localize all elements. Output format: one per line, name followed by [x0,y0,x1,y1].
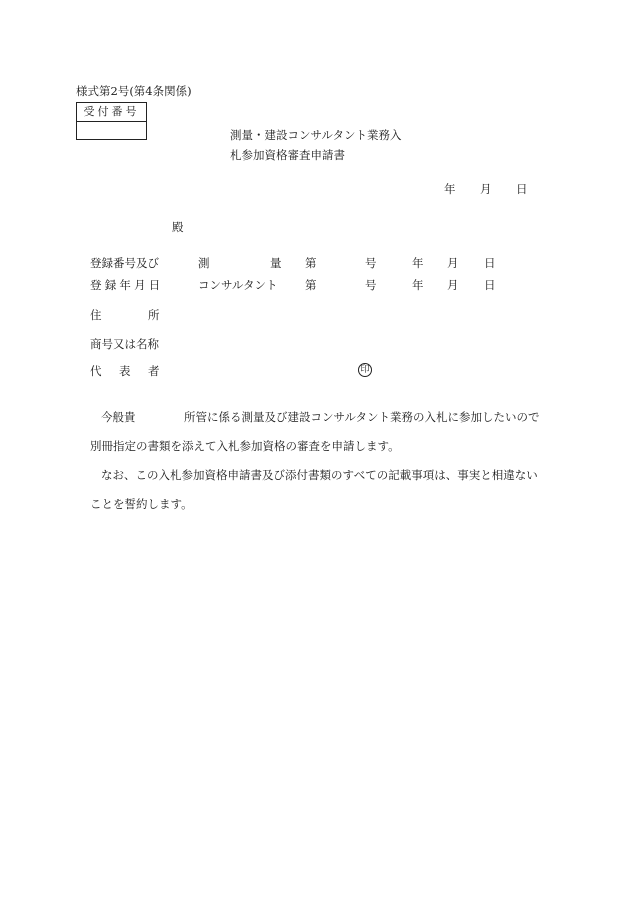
body-paragraph-1-start: 今般貴 [101,410,136,424]
date-year: 年 [444,182,456,196]
registration-month: 月 [447,256,459,270]
seal-mark: 印 [358,363,372,377]
registration-go: 号 [365,278,377,292]
body-paragraph-2-line-1: なお、この入札参加資格申請書及び添付書類のすべての記載事項は、事実と相違ない [101,468,538,482]
body-paragraph-1-line-2: 別冊指定の書類を添えて入札参加資格の審査を申請します。 [90,439,400,453]
registration-label-line-1: 登録番号及び [90,256,159,270]
addressee-suffix: 殿 [172,220,184,234]
body-paragraph-1-rest: 所管に係る測量及び建設コンサルタント業務の入札に参加したいので [184,410,540,424]
registration-day: 日 [484,278,496,292]
receipt-number-box [76,102,147,140]
registration-year: 年 [412,278,424,292]
registration-field-2: 量 [270,256,282,270]
registration-year: 年 [412,256,424,270]
date-day: 日 [516,182,528,196]
registration-dai: 第 [305,278,317,292]
trade-name-label: 商号又は名称 [90,337,159,351]
registration-field: 測 [198,256,210,270]
registration-label-line-2: 登録年月日 [90,278,164,292]
registration-day: 日 [484,256,496,270]
registration-dai: 第 [305,256,317,270]
body-paragraph-2-line-2: ことを誓約します。 [90,497,193,511]
document-page: 様式第2号(第4条関係) 受付番号 測量・建設コンサルタント業務入 札参加資格審査申請書 年 月 日 殿 登録番号及び 登録年月日 測 量 第 号 年 月 日 コンサルタント 第 号 年 月 日 住 所 商号又は名称 代 表 者 印 今般貴 所管に係る測量及び建設コンサルタント業務の入札に参加したいので 別冊指定の書類を添えて入札参加資格の審査を申請します。 なお、この入札参加資格申請書及び添付書類のすべての記載事項は、事実と相違ない ことを誓約します。 [76,84,540,511]
receipt-number-field[interactable] [77,122,146,140]
title-line-2: 札参加資格審査申請書 [230,148,345,162]
title-line-1: 測量・建設コンサルタント業務入 [230,128,402,142]
receipt-number-label: 受付番号 [77,103,146,122]
date-month: 月 [480,182,492,196]
registration-month: 月 [447,278,459,292]
registration-field: コンサルタント [198,278,278,292]
registration-go: 号 [365,256,377,270]
form-number: 様式第2号(第4条関係) [76,84,192,98]
